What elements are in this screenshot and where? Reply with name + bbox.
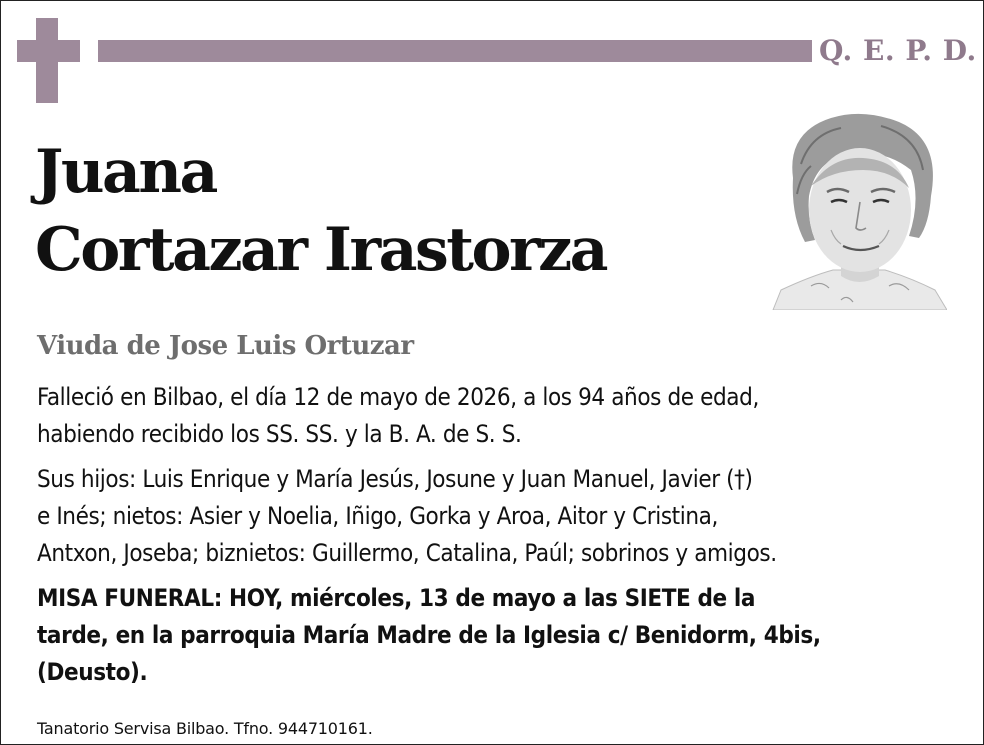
family-line: Sus hijos: Luis Enrique y María Jesús, Josune y Juan Manuel, Javier (†) — [37, 465, 753, 493]
mass-line: (Deusto). — [37, 658, 148, 686]
notice-body — [37, 379, 957, 691]
cross-icon — [17, 18, 80, 103]
family-line: e Inés; nietos: Asier y Noelia, Iñigo, Gorka y Aroa, Aitor y Cristina, — [37, 502, 718, 530]
widow-of: Viuda de Jose Luis Ortuzar — [37, 331, 414, 361]
first-name: Juana — [35, 137, 216, 207]
funeral-mass — [37, 580, 957, 691]
family-line: Antxon, Joseba; biznietos: Guillermo, Catalina, Paúl; sobrinos y amigos. — [37, 539, 777, 567]
death-line: habiendo recibido los SS. SS. y la B. A. de S. S. — [37, 420, 522, 448]
header-rule — [98, 40, 812, 62]
death-line: Falleció en Bilbao, el día 12 de mayo de 2026, a los 94 años de edad, — [37, 383, 759, 411]
family-list — [37, 461, 957, 572]
portrait-photo — [771, 104, 947, 310]
surnames: Cortazar Irastorza — [35, 215, 607, 285]
mass-line: tarde, en la parroquia María Madre de la Iglesia c/ Benidorm, 4bis, — [37, 621, 821, 649]
death-details — [37, 379, 957, 453]
qepd-label: Q. E. P. D. — [819, 34, 977, 67]
funeral-home-contact: Tanatorio Servisa Bilbao. Tfno. 944710161. — [37, 719, 373, 738]
deceased-name — [35, 133, 606, 289]
mass-line: MISA FUNERAL: HOY, miércoles, 13 de mayo a las SIETE de la — [37, 584, 756, 612]
